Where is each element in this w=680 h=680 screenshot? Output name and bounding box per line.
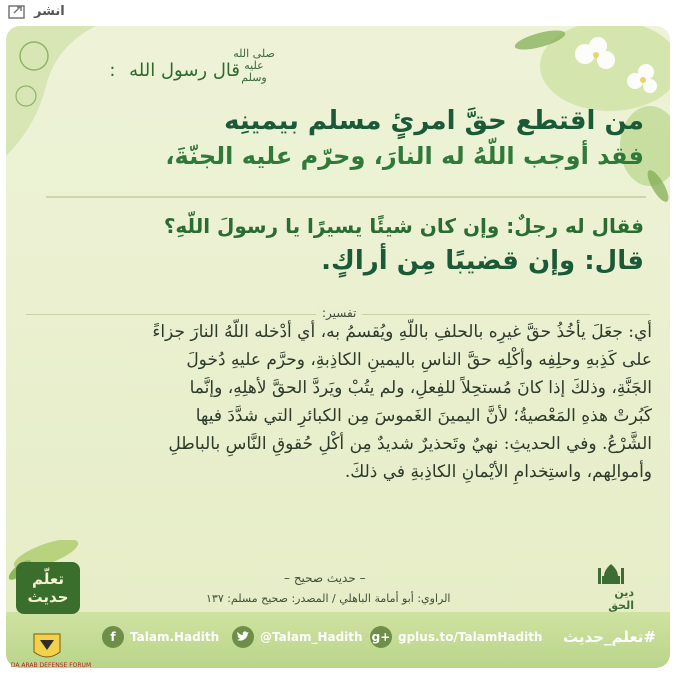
arab-defense-forum-badge xyxy=(0,630,94,680)
talam-hadith-logo xyxy=(16,562,80,614)
hadith-answer: قال: وإن قضيبًا مِن أراكٍ. xyxy=(321,246,644,276)
corner-ornament-left xyxy=(6,26,96,156)
mosque-icon xyxy=(596,562,626,586)
din-alhaq-logo xyxy=(588,562,634,612)
din-alhaq-text: دين الحق xyxy=(608,586,634,612)
share-icon xyxy=(8,3,28,19)
facebook-icon: f xyxy=(102,626,124,648)
tafsir-line: وأموالِهم، واستِخدامِ الأيْمانِ الكاذِبةِ في ذلكَ. xyxy=(344,462,652,482)
tafsir-line: الشَّرْعُ. وفي الحديثِ: نهيٌ وتَحذيرٌ شديدٌ مِن أكْلِ حُقوقِ النَّاسِ بالباطلِ xyxy=(168,434,652,454)
tafsir-label: تفسير: xyxy=(316,306,362,320)
logo-word-1: تعلّم xyxy=(32,570,64,588)
hadith-question: فقال له رجلٌ: وإن كان شيئًا يسيرًا يا رسولَ اللّهِ؟ xyxy=(163,214,644,238)
gplus-url: gplus.to/TalamHadith xyxy=(398,630,543,644)
tafsir-line: على كَذِبهِ وحلِفِه وأكْلِه حقَّ الناسِ باليمينِ الكاذِبةِ، وحرَّم عليهِ دُخولَ xyxy=(186,350,652,370)
twitter-link[interactable] xyxy=(232,626,363,648)
narrator-source: الراوي: أبو أمامة الباهلي / المصدر: صحيح مسلم: ١٣٧ xyxy=(206,592,451,605)
hadith-card xyxy=(6,26,670,668)
gplus-icon: g+ xyxy=(370,626,392,648)
share-label: انشر xyxy=(34,3,65,19)
pbuh-calligraphy: صلى الله عليه وسلم xyxy=(233,47,275,84)
top-bar xyxy=(0,0,680,24)
hashtag: #تعلم_حديث xyxy=(562,628,656,646)
facebook-handle: Talam.Hadith xyxy=(130,630,220,644)
share-button[interactable] xyxy=(8,3,65,19)
divider xyxy=(46,196,646,198)
tafsir-line: أي: جعَلَ يأخُذُ حقَّ غيرِه بالحلفِ باللّهِ ويُقسمُ به، أي أدْخله اللّهُ النارَ جزاءً xyxy=(152,322,652,342)
logo-word-2: حديث xyxy=(27,588,69,606)
hadith-grade: – حديث صحيح – xyxy=(284,571,366,585)
quote-label-text: قال رسول الله xyxy=(129,60,240,81)
hadith-line-2: فقد أوجب اللّهُ له النارَ، وحرّم عليه الجنّةَ، xyxy=(165,142,644,170)
twitter-icon xyxy=(232,626,254,648)
arab-defense-forum-text: DA ARAB DEFENSE FORUM xyxy=(10,662,92,669)
hadith-line-1: من اقتطع حقَّ امرئٍ مسلم بيمينِه xyxy=(224,106,644,136)
facebook-link[interactable] xyxy=(102,626,219,648)
tafsir-line: كَبُرتْ هذهِ المَعْصيةُ؛ لأنَّ اليمينَ الغَموسَ مِن الكبائرِ التي شدَّدَ فيها xyxy=(195,406,652,426)
tafsir-text xyxy=(24,322,652,532)
quote-colon: : xyxy=(109,60,116,81)
twitter-handle: @Talam_Hadith xyxy=(260,630,363,644)
quote-label xyxy=(109,60,240,81)
gplus-link[interactable] xyxy=(370,626,542,648)
tafsir-line: الجَنَّةِ، وذلكَ إذا كانَ مُستحِلاً للفِعلِ، ولم يتُبْ ويَردَّ الحقَّ لأهلِهِ، وإنَّما xyxy=(189,378,652,398)
footer-bar xyxy=(6,612,670,668)
